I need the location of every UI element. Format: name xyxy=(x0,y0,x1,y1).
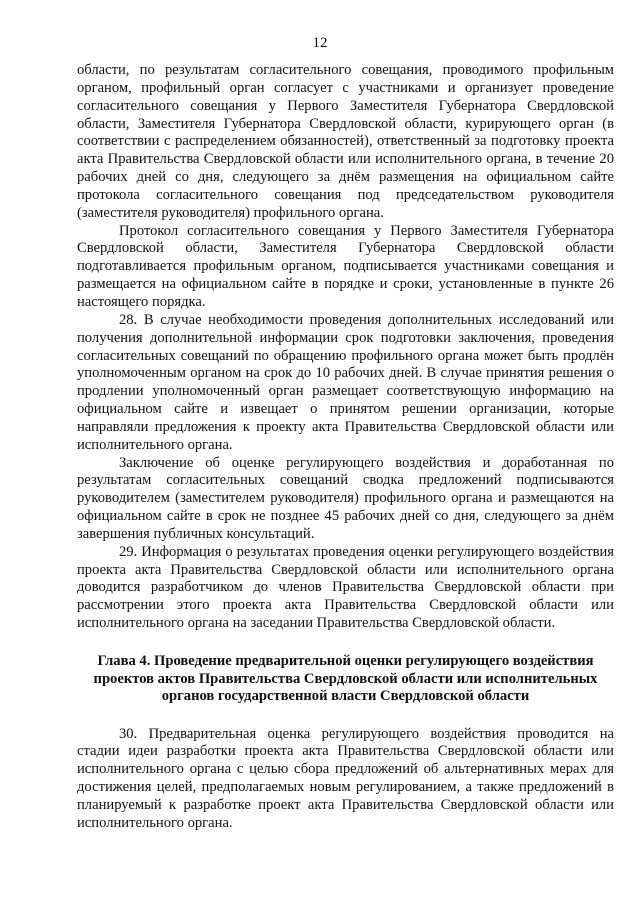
paragraph-29: 29. Информация о результатах проведения оценки регулирующего воздействия проекта акта Правительства Свердловской области или исполнительного органа доводится разработчиком до членов Правительства Свердловской области при рассмотрении этого проекта акта Правительства Свердловской области или исполнительного органа на заседании Правительства Свердловской области. xyxy=(77,543,614,632)
page-number: 12 xyxy=(312,35,328,51)
paragraph-30: 30. Предварительная оценка регулирующего воздействия проводится на стадии идеи разработки проекта акта Правительства Свердловской области или исполнительного органа с целью сбора предложений об альтернативных мерах для достижения целей, предполагаемых новым регулированием, а также предложений в планируемый к разработке проект акта Правительства Свердловской области или исполнительного органа. xyxy=(77,725,614,831)
chapter-4-heading: Глава 4. Проведение предварительной оценки регулирующего воздействия проектов актов Правительства Свердловской области или исполнительных органов государственной власти Свердловской области xyxy=(93,653,598,704)
paragraph-conclusion: Заключение об оценке регулирующего воздействия и доработанная по результатам согласительных совещаний сводка предложений подписываются руководителем (заместителем руководителя) профильного органа и размещаются на официальном сайте в срок не позднее 45 рабочих дней со дня, следующего за днём завершения публичных консультаций. xyxy=(77,454,614,542)
paragraph-continuation: области, по результатам согласительного совещания, проводимого профильным органом, профильный орган согласует с участниками и организует проведение согласительного совещания у Первого Заместителя Губернатора Свердловской области, Заместителя Губернатора Свердловской области, курирующего орган (в соответствии с распределением обязанностей), ответственный за подготовку проекта акта Правительства Свердловской области или исполнительного органа, в течение 20 рабочих дней со дня, следующего за днём размещения на официальном сайте протокола согласительного совещания под председательством руководителя (заместителя руководителя) профильного органа. xyxy=(77,62,614,221)
paragraph-28: 28. В случае необходимости проведения дополнительных исследований или получения дополнительной информации срок подготовки заключения, проведения согласительных совещаний по обращению профильного органа может быть продлён уполномоченным органом на срок до 10 рабочих дней. В случае принятия решения о продлении уполномоченный орган размещает соответствующую информацию на официальном сайте и извещает о принятом решении организации, которые направляли предложения к проекту акта Правительства Свердловской области или исполнительного органа. xyxy=(77,311,614,453)
document-body xyxy=(77,62,614,833)
paragraph-protocol: Протокол согласительного совещания у Первого Заместителя Губернатора Свердловской области, Заместителя Губернатора Свердловской области подготавливается профильным органом, подписывается участниками совещания и размещается на официальном сайте в порядке и сроки, установленные в пункте 26 настоящего порядка. xyxy=(77,222,614,310)
